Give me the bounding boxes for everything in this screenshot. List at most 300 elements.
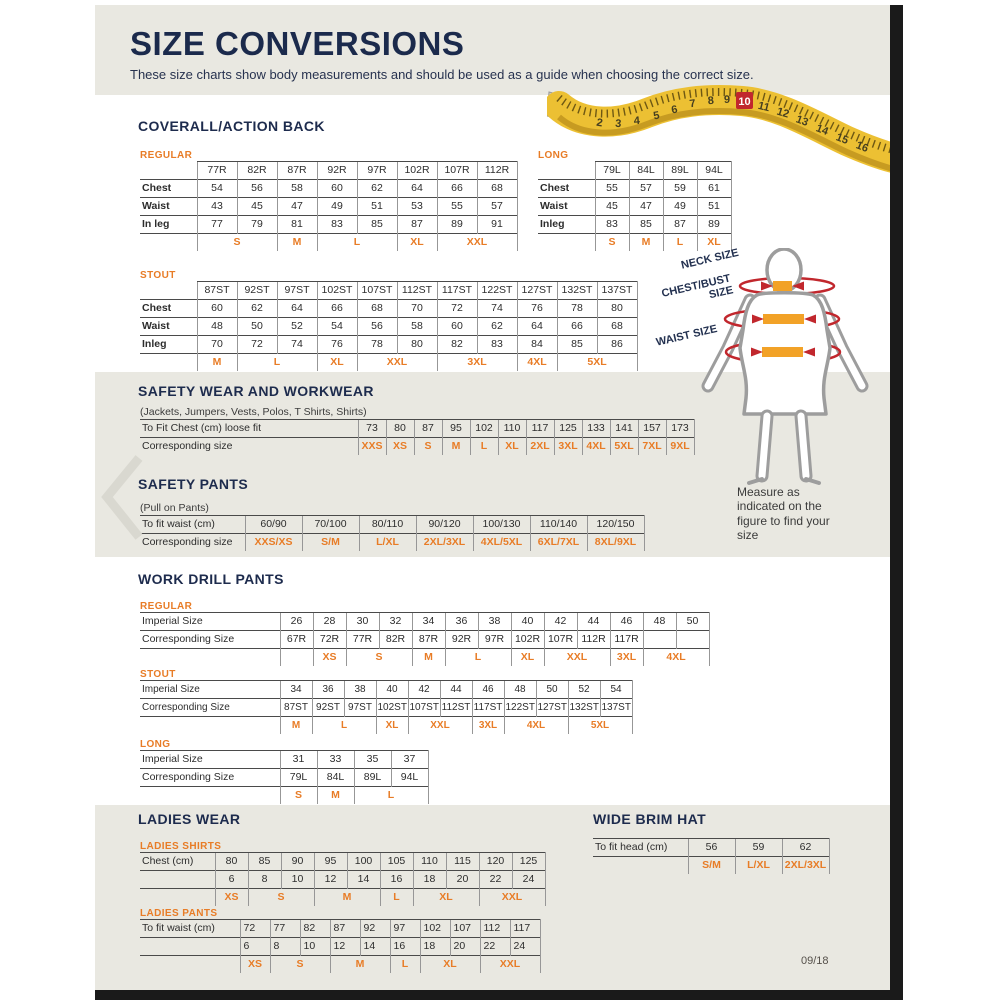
table-row	[140, 853, 545, 871]
size-group-cell: S	[346, 649, 412, 667]
figure-caption: Measure as indicated on the figure to find your size	[737, 485, 830, 543]
value-cell: 85	[629, 216, 663, 234]
table-row	[140, 282, 637, 300]
row-label: Inleg	[140, 336, 197, 354]
size-table	[140, 281, 638, 371]
size-group-cell: 4XL	[643, 649, 709, 667]
neck-size-label: NECK SIZE	[680, 246, 740, 272]
table-row	[593, 839, 829, 857]
size-group-cell: XL	[697, 234, 731, 252]
value-cell: 137ST	[600, 699, 632, 717]
value-cell: 90	[281, 853, 314, 871]
value-cell: 110/140	[530, 516, 587, 534]
value-cell: 5XL	[610, 438, 638, 456]
size-group-cell: XS	[215, 889, 248, 907]
value-cell: 10	[281, 871, 314, 889]
value-cell: 36	[445, 613, 478, 631]
value-cell: 36	[312, 681, 344, 699]
size-group-cell: 3XL	[472, 717, 504, 735]
value-cell: 67R	[280, 631, 313, 649]
value-cell: 38	[478, 613, 511, 631]
value-cell: 120	[479, 853, 512, 871]
size-group-cell: L	[237, 354, 317, 372]
table-row	[140, 699, 632, 717]
value-cell: 12	[314, 871, 347, 889]
size-group-cell: XL	[317, 354, 357, 372]
tape-number: 8	[707, 94, 715, 108]
table-row	[140, 787, 428, 805]
row-label: To fit head (cm)	[593, 839, 688, 857]
size-group-cell: S	[595, 234, 629, 252]
row-label: Inleg	[538, 216, 595, 234]
size-group-cell: XXL	[408, 717, 472, 735]
table-row	[140, 681, 632, 699]
value-cell: 62	[357, 180, 397, 198]
table-row	[140, 769, 428, 787]
size-table	[593, 838, 830, 874]
size-group-cell: XL	[420, 956, 480, 974]
value-cell: 46	[472, 681, 504, 699]
row-label: Chest (cm)	[140, 853, 215, 871]
row-label: To fit waist (cm)	[140, 920, 240, 938]
value-cell: XL	[498, 438, 526, 456]
value-cell: 102ST	[376, 699, 408, 717]
value-cell: 48	[504, 681, 536, 699]
footer-label-space	[140, 234, 197, 252]
column-header-cell: 87R	[277, 162, 317, 180]
size-group-cell: L	[663, 234, 697, 252]
value-cell: XS	[386, 438, 414, 456]
table-row	[140, 336, 637, 354]
size-group-cell: XXL	[544, 649, 610, 667]
value-cell: 80	[386, 420, 414, 438]
column-header-cell: 112R	[477, 162, 517, 180]
section-safety-wear-heading: SAFETY WEAR AND WORKWEAR	[138, 383, 374, 399]
size-table	[140, 161, 518, 251]
row-label	[140, 938, 240, 956]
value-cell: 6XL/7XL	[530, 534, 587, 552]
value-cell: 56	[357, 318, 397, 336]
table-row	[140, 354, 637, 372]
footer-label-space	[140, 649, 280, 667]
value-cell: 55	[437, 198, 477, 216]
value-cell: 20	[450, 938, 480, 956]
feet	[749, 479, 819, 483]
size-table	[140, 750, 429, 804]
row-label: Chest	[140, 180, 197, 198]
tape-number: 6	[670, 103, 679, 117]
table-row	[140, 516, 644, 534]
size-group-cell: S	[270, 956, 330, 974]
value-cell: 60	[197, 300, 237, 318]
column-header-cell: 97R	[357, 162, 397, 180]
drill-regular-table	[140, 612, 710, 666]
size-group-cell: XS	[313, 649, 346, 667]
row-label: Waist	[140, 318, 197, 336]
value-cell: 83	[477, 336, 517, 354]
row-label	[593, 857, 688, 875]
section-work-drill-heading: WORK DRILL PANTS	[138, 571, 284, 587]
value-cell: 87	[663, 216, 697, 234]
tape-number: 4	[633, 114, 641, 128]
table-row	[140, 318, 637, 336]
size-table	[140, 419, 695, 455]
value-cell: 35	[354, 751, 391, 769]
table-row	[140, 198, 517, 216]
value-cell: 80	[215, 853, 248, 871]
value-cell: 22	[480, 938, 510, 956]
value-cell: 86	[597, 336, 637, 354]
value-cell: 54	[600, 681, 632, 699]
value-cell: 97ST	[344, 699, 376, 717]
size-group-cell: 4XL	[504, 717, 568, 735]
value-cell: 92	[360, 920, 390, 938]
value-cell: 78	[357, 336, 397, 354]
value-cell: 26	[280, 613, 313, 631]
value-cell: 37	[391, 751, 428, 769]
value-cell: S/M	[302, 534, 359, 552]
size-group-cell: M	[412, 649, 445, 667]
value-cell: 14	[360, 938, 390, 956]
value-cell: 58	[277, 180, 317, 198]
value-cell: 70	[397, 300, 437, 318]
value-cell: 76	[317, 336, 357, 354]
column-header-cell: 79L	[595, 162, 629, 180]
value-cell: 38	[344, 681, 376, 699]
value-cell: 22	[479, 871, 512, 889]
table-corner	[140, 162, 197, 180]
value-cell: 60	[317, 180, 357, 198]
section-ladies-heading: LADIES WEAR	[138, 811, 241, 827]
table-corner	[538, 162, 595, 180]
value-cell: 95	[442, 420, 470, 438]
column-header-cell: 84L	[629, 162, 663, 180]
drill-stout-table	[140, 680, 633, 734]
value-cell: 51	[357, 198, 397, 216]
value-cell: 141	[610, 420, 638, 438]
size-group-cell: 5XL	[557, 354, 637, 372]
section-hat-heading: WIDE BRIM HAT	[593, 811, 707, 827]
value-cell: 56	[688, 839, 735, 857]
value-cell: 83	[595, 216, 629, 234]
section-safety-pants-heading: SAFETY PANTS	[138, 476, 249, 492]
tape-number: 13	[794, 113, 810, 129]
value-cell: 60/90	[245, 516, 302, 534]
value-cell: 49	[663, 198, 697, 216]
safety-pants-note: (Pull on Pants)	[140, 502, 209, 514]
table-row	[140, 300, 637, 318]
table-row	[140, 438, 694, 456]
value-cell: 97	[390, 920, 420, 938]
value-cell: 64	[517, 318, 557, 336]
value-cell: 7XL	[638, 438, 666, 456]
value-cell: 60	[437, 318, 477, 336]
value-cell: 50	[237, 318, 277, 336]
page-title: SIZE CONVERSIONS	[130, 25, 465, 62]
size-table	[538, 161, 732, 251]
size-group-cell: M	[629, 234, 663, 252]
value-cell: 79L	[280, 769, 317, 787]
tape-number: 9	[723, 93, 731, 107]
size-group-cell: L	[354, 787, 428, 805]
ladies-pants-table	[140, 919, 541, 973]
row-label: In leg	[140, 216, 197, 234]
table-row	[140, 216, 517, 234]
hat-table	[593, 838, 830, 874]
value-cell: 49	[317, 198, 357, 216]
column-header-cell: 107R	[437, 162, 477, 180]
column-header-cell: 102ST	[317, 282, 357, 300]
value-cell: 44	[577, 613, 610, 631]
size-group-cell: XL	[376, 717, 408, 735]
coverall-stout-table	[140, 281, 638, 371]
column-header-cell: 92R	[317, 162, 357, 180]
value-cell: 50	[536, 681, 568, 699]
value-cell: 100/130	[473, 516, 530, 534]
value-cell: 40	[376, 681, 408, 699]
value-cell: 117ST	[472, 699, 504, 717]
value-cell: 57	[477, 198, 517, 216]
row-label: Imperial Size	[140, 613, 280, 631]
value-cell: XXS/XS	[245, 534, 302, 552]
size-table	[140, 919, 541, 973]
value-cell: 62	[782, 839, 829, 857]
value-cell: 68	[357, 300, 397, 318]
size-group-cell: L	[380, 889, 413, 907]
value-cell: 46	[610, 613, 643, 631]
value-cell: XXS	[358, 438, 386, 456]
value-cell: 72	[240, 920, 270, 938]
value-cell: 6	[240, 938, 270, 956]
table-row	[140, 649, 709, 667]
value-cell: 10	[300, 938, 330, 956]
footer-label-space	[140, 956, 240, 974]
row-label: Corresponding Size	[140, 699, 280, 717]
table-row	[140, 717, 632, 735]
value-cell: 72R	[313, 631, 346, 649]
value-cell: 61	[697, 180, 731, 198]
size-group-cell: M	[277, 234, 317, 252]
column-header-cell: 92ST	[237, 282, 277, 300]
coverall-stout-label: STOUT	[140, 270, 176, 281]
drill-regular-label: REGULAR	[140, 601, 193, 612]
value-cell: 66	[437, 180, 477, 198]
value-cell: 90/120	[416, 516, 473, 534]
value-cell: 8	[248, 871, 281, 889]
value-cell: 94L	[391, 769, 428, 787]
size-group-cell: XL	[511, 649, 544, 667]
column-header-cell: 107ST	[357, 282, 397, 300]
value-cell: 66	[557, 318, 597, 336]
value-cell: 2XL	[526, 438, 554, 456]
tape-number: 12	[775, 105, 791, 121]
row-label: Chest	[140, 300, 197, 318]
value-cell: 95	[314, 853, 347, 871]
size-group-cell: S	[197, 234, 277, 252]
row-label	[140, 871, 215, 889]
value-cell: 91	[477, 216, 517, 234]
value-cell: 87	[414, 420, 442, 438]
value-cell: 54	[197, 180, 237, 198]
value-cell: 85	[357, 216, 397, 234]
value-cell: 40	[511, 613, 544, 631]
value-cell: 66	[317, 300, 357, 318]
chest-size-label: CHEST/BUST SIZE	[660, 272, 735, 302]
footer-label-space	[140, 889, 215, 907]
table-row	[140, 871, 545, 889]
row-label: Corresponding Size	[140, 631, 280, 649]
value-cell: 107	[450, 920, 480, 938]
value-cell: 78	[557, 300, 597, 318]
column-header-cell: 102R	[397, 162, 437, 180]
ladies-shirts-label: LADIES SHIRTS	[140, 841, 222, 852]
size-group-cell: XXL	[437, 234, 517, 252]
column-header-cell: 122ST	[477, 282, 517, 300]
value-cell: 89L	[354, 769, 391, 787]
neck-band	[773, 281, 792, 291]
table-row	[140, 889, 545, 907]
table-row	[140, 956, 540, 974]
size-group-cell: 4XL	[517, 354, 557, 372]
size-table	[140, 680, 633, 734]
column-header-cell: 77R	[197, 162, 237, 180]
value-cell: S	[414, 438, 442, 456]
value-cell: 92ST	[312, 699, 344, 717]
value-cell: 34	[280, 681, 312, 699]
drill-long-table	[140, 750, 429, 804]
value-cell: 107R	[544, 631, 577, 649]
safety-wear-note: (Jackets, Jumpers, Vests, Polos, T Shirts, Shirts)	[140, 406, 367, 418]
value-cell: 2XL/3XL	[782, 857, 829, 875]
tape-number: 7	[688, 97, 697, 111]
value-cell: 157	[638, 420, 666, 438]
size-group-cell: M	[314, 889, 380, 907]
value-cell: 30	[346, 613, 379, 631]
column-header-cell: 112ST	[397, 282, 437, 300]
value-cell: 132ST	[568, 699, 600, 717]
coverall-regular-label: REGULAR	[140, 150, 193, 161]
value-cell: 120/150	[587, 516, 644, 534]
value-cell: 24	[510, 938, 540, 956]
row-label: Waist	[538, 198, 595, 216]
chevron-left-icon	[97, 450, 147, 545]
size-group-cell: L	[390, 956, 420, 974]
value-cell: 48	[197, 318, 237, 336]
tape-number: 2	[595, 116, 604, 130]
value-cell: 45	[595, 198, 629, 216]
table-row	[140, 938, 540, 956]
value-cell: 47	[629, 198, 663, 216]
table-row	[140, 234, 517, 252]
column-header-cell: 127ST	[517, 282, 557, 300]
value-cell: 18	[413, 871, 446, 889]
size-group-cell: 3XL	[437, 354, 517, 372]
value-cell: 62	[237, 300, 277, 318]
column-header-cell: 97ST	[277, 282, 317, 300]
value-cell: 48	[643, 613, 676, 631]
table-row	[538, 198, 731, 216]
value-cell: 127ST	[536, 699, 568, 717]
value-cell: 105	[380, 853, 413, 871]
size-group-cell: M	[317, 787, 354, 805]
value-cell: 51	[697, 198, 731, 216]
value-cell: 45	[237, 198, 277, 216]
value-cell: 9XL	[666, 438, 694, 456]
value-cell: 85	[557, 336, 597, 354]
value-cell: 133	[582, 420, 610, 438]
column-header-cell: 87ST	[197, 282, 237, 300]
table-row	[538, 180, 731, 198]
value-cell: 77R	[346, 631, 379, 649]
table-row	[140, 613, 709, 631]
table-row	[538, 216, 731, 234]
column-header-cell: 89L	[663, 162, 697, 180]
value-cell: 34	[412, 613, 445, 631]
value-cell: 62	[477, 318, 517, 336]
value-cell: 100	[347, 853, 380, 871]
table-row	[140, 534, 644, 552]
tape-number: 16	[854, 139, 870, 155]
value-cell: 70	[197, 336, 237, 354]
row-label: To fit waist (cm)	[140, 516, 245, 534]
value-cell: 87	[397, 216, 437, 234]
value-cell: 54	[317, 318, 357, 336]
value-cell: 84L	[317, 769, 354, 787]
value-cell: 82R	[379, 631, 412, 649]
value-cell: 44	[440, 681, 472, 699]
page-subtitle: These size charts show body measurements and should be used as a guide when choosing the correct size.	[130, 67, 754, 82]
value-cell: 50	[676, 613, 709, 631]
value-cell: 58	[397, 318, 437, 336]
value-cell: 81	[277, 216, 317, 234]
value-cell: 33	[317, 751, 354, 769]
coverall-regular-table	[140, 161, 518, 251]
size-group-cell: L	[312, 717, 376, 735]
table-row	[140, 180, 517, 198]
value-cell: 122ST	[504, 699, 536, 717]
value-cell: 4XL/5XL	[473, 534, 530, 552]
value-cell: 115	[446, 853, 479, 871]
value-cell: 12	[330, 938, 360, 956]
value-cell: 42	[544, 613, 577, 631]
value-cell: 18	[420, 938, 450, 956]
size-group-cell: M	[197, 354, 237, 372]
section-coverall-heading: COVERALL/ACTION BACK	[138, 118, 325, 134]
value-cell: 73	[358, 420, 386, 438]
value-cell: 112ST	[440, 699, 472, 717]
size-table	[140, 612, 710, 666]
waist-size-label: WAIST SIZE	[655, 322, 719, 349]
size-group-cell: XL	[413, 889, 479, 907]
value-cell: 74	[477, 300, 517, 318]
tape-number: 11	[756, 99, 771, 115]
value-cell: 76	[517, 300, 557, 318]
size-group-cell: XXL	[479, 889, 545, 907]
value-cell: 117R	[610, 631, 643, 649]
waist-band	[762, 347, 803, 357]
value-cell: 43	[197, 198, 237, 216]
value-cell: 28	[313, 613, 346, 631]
chest-band	[763, 314, 804, 324]
value-cell: 16	[390, 938, 420, 956]
value-cell: 79	[237, 216, 277, 234]
value-cell: 97R	[478, 631, 511, 649]
value-cell	[676, 631, 709, 649]
tape-number: 15	[834, 131, 850, 147]
value-cell: 125	[554, 420, 582, 438]
size-group-cell: XS	[240, 956, 270, 974]
table-row	[593, 857, 829, 875]
